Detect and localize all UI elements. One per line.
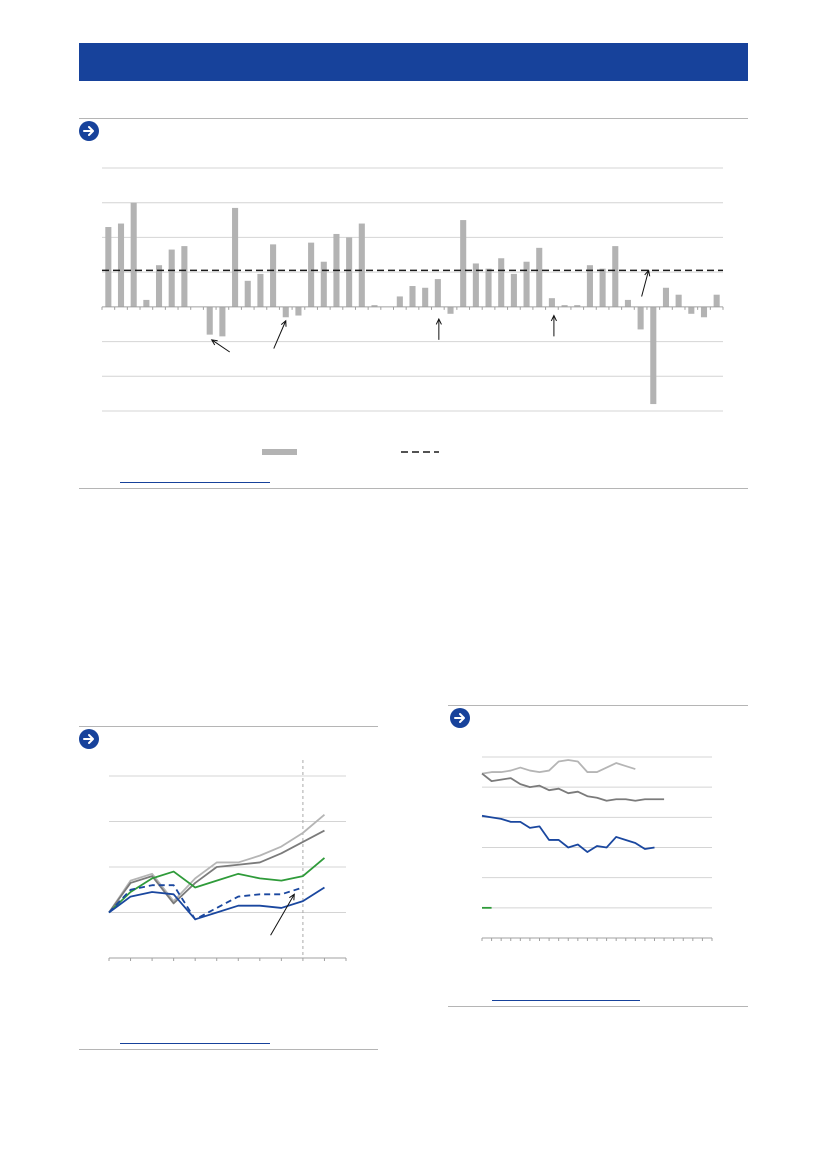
bar <box>397 296 403 306</box>
series-line <box>109 831 324 913</box>
chart3-top-rule <box>448 705 748 706</box>
bar <box>498 258 504 307</box>
series-line <box>109 885 303 919</box>
arrow-pointer-icon <box>274 321 286 349</box>
bar <box>131 203 137 307</box>
bar <box>245 281 251 307</box>
bar <box>359 224 365 307</box>
bar <box>447 307 453 314</box>
chart1-top-rule <box>79 118 748 119</box>
bar <box>701 307 707 317</box>
bar <box>257 274 263 307</box>
bar <box>181 246 187 307</box>
bar <box>524 262 530 307</box>
bar <box>118 224 124 307</box>
arrow-pointer-icon <box>551 316 556 337</box>
bar <box>485 269 491 307</box>
bar <box>663 288 669 307</box>
line-chart-left <box>100 760 360 980</box>
bar <box>321 262 327 307</box>
bar <box>346 237 352 306</box>
bar <box>232 208 238 307</box>
bar <box>422 288 428 307</box>
bar <box>511 274 517 307</box>
bar <box>650 307 656 404</box>
bar <box>105 227 111 307</box>
bar <box>169 250 175 307</box>
line-chart-right <box>470 745 730 955</box>
section-header-banner <box>79 43 748 81</box>
bar <box>409 286 415 307</box>
bar <box>143 300 149 307</box>
arrow-pointer-icon <box>642 270 650 296</box>
bar <box>207 307 213 335</box>
bar <box>283 307 289 317</box>
bar-chart <box>90 160 740 470</box>
legend-marker-bar <box>262 449 297 455</box>
bar <box>308 243 314 307</box>
chart2-bottom-rule <box>79 1049 378 1050</box>
series-line <box>482 816 655 852</box>
bar <box>612 246 618 307</box>
source-link[interactable] <box>120 482 270 483</box>
bar <box>219 307 225 337</box>
arrow-pointer-icon <box>271 894 295 935</box>
bar <box>460 220 466 307</box>
bar <box>625 300 631 307</box>
bar <box>435 279 441 307</box>
source-link[interactable] <box>120 1043 270 1044</box>
bar <box>536 248 542 307</box>
arrow-pointer-icon <box>436 319 441 340</box>
source-link[interactable] <box>492 1000 640 1001</box>
chart1-bottom-rule <box>79 488 748 489</box>
bar <box>688 307 694 314</box>
chart2-top-rule <box>79 726 378 727</box>
series-line <box>482 760 635 774</box>
bar <box>587 265 593 307</box>
bar <box>600 269 606 307</box>
arrow-right-circle-icon <box>79 121 99 141</box>
bar <box>638 307 644 330</box>
bar <box>270 244 276 306</box>
chart3-bottom-rule <box>448 1006 748 1007</box>
bar <box>549 298 555 307</box>
bar <box>156 265 162 307</box>
bar <box>295 307 301 316</box>
arrow-right-circle-icon <box>450 708 470 728</box>
bar <box>714 295 720 307</box>
series-line <box>109 887 324 919</box>
bar <box>676 295 682 307</box>
arrow-right-circle-icon <box>79 729 99 749</box>
